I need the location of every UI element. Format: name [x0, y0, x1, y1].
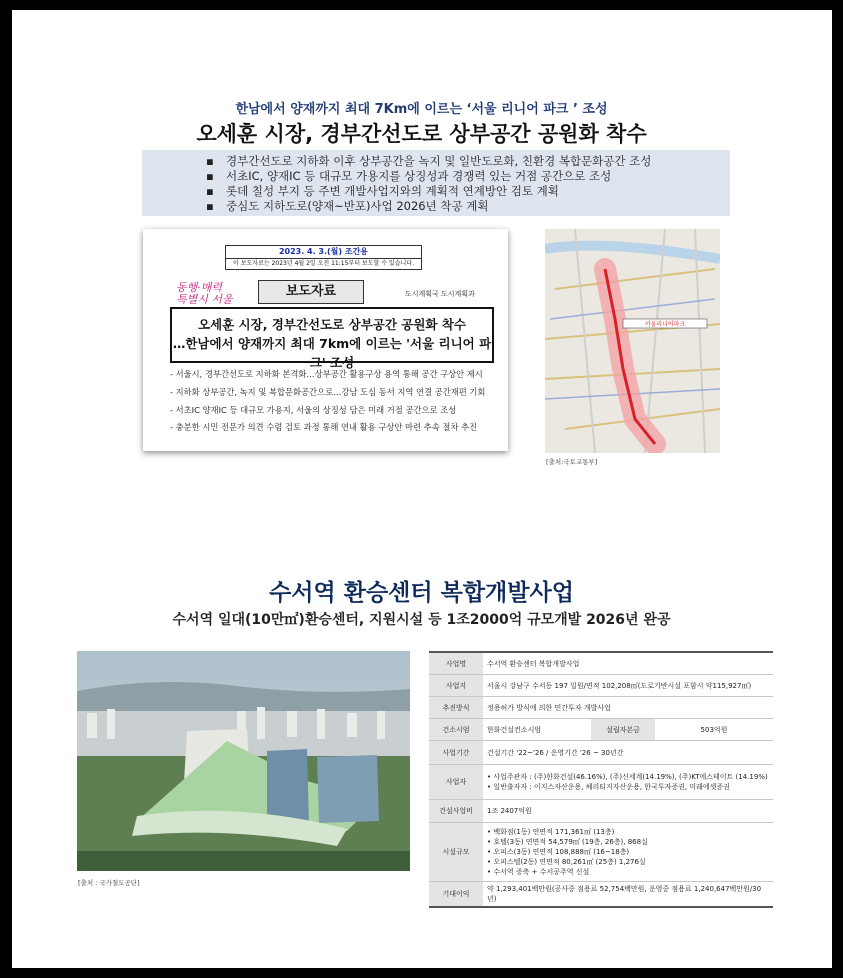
row-value: 1조 2407억원	[483, 800, 773, 823]
summary-bullet: ▪ 중심도 지하도로(양재~반포)사업 2026년 착공 계획	[226, 199, 730, 214]
table-row	[429, 741, 773, 765]
table-row	[429, 719, 773, 741]
row-value	[483, 823, 773, 882]
row-label: 건소시엄	[429, 719, 483, 741]
table-row	[429, 823, 773, 882]
photo-credit: [출처 : 국가철도공단]	[78, 879, 140, 887]
row-value: 한화건설컨소시엄	[483, 719, 591, 741]
press-bullets	[170, 366, 500, 437]
summary-bullet: ▪ 경부간선도로 지하화 이후 상부공간을 녹지 및 일반도로화, 친환경 복합문화공간 조성	[226, 154, 730, 169]
press-headline-box	[170, 307, 494, 370]
row-label: 사업지	[429, 675, 483, 697]
operator-line: • 일반출자자 : 이지스자산운용, 헤리티지자산운용, 한국투자증권, 미래에셋증권	[495, 782, 769, 792]
press-embargo: 이 보도자료는 2023년 4월 2일 오전 11:15부터 보도할 수 있습니다.	[225, 258, 422, 270]
capital-value: 503억원	[655, 719, 773, 741]
row-label: 사업명	[429, 652, 483, 675]
table-row	[429, 697, 773, 719]
press-headline2: …한남에서 양재까지 최대 7km에 이르는 '서울 리니어 파크' 조성	[172, 336, 492, 370]
row-value: 건설기간 '22~'26 / 운영기간 '26 ~ 30년간	[483, 741, 773, 765]
route-map-image	[545, 229, 720, 453]
scale-line: • 호텔(3동) 연면적 54,579㎡ (19층, 26층), 868실	[495, 837, 769, 847]
row-label: 추진방식	[429, 697, 483, 719]
seoul-logo	[168, 282, 248, 306]
summary-bullet: ▪ 롯데 칠성 부지 등 주변 개발사업지와의 계획적 연계방안 검토 계획	[226, 184, 730, 199]
press-bullet: - 지하화 상부공간, 녹지 및 복합문화공간으로…강남 도심 동서 지역 연결 공간재편 기회	[170, 386, 486, 397]
row-label: 건설사업비	[429, 800, 483, 823]
scale-line: • 오피스(3동) 연면적 108,888㎡ (16~18층)	[495, 847, 769, 857]
press-bullet: - 서울시, 경부간선도로 지하화 본격화…상부공간 활용구상 용역 통해 공간 구상안 제시	[170, 369, 483, 379]
table-row	[429, 765, 773, 800]
table-row	[429, 882, 773, 908]
logo-line2: 특별시 서울	[176, 293, 233, 306]
table-row	[429, 652, 773, 675]
map-box-label: 서울리니어파크	[644, 321, 686, 328]
press-date: 2023. 4. 3.(월) 조간용	[225, 245, 422, 259]
operator-line: • 사업주관자 : (주)한화건설(46.16%), (주)신세계(14.19%), (주)KT에스테이트 (14.19%)	[495, 772, 769, 782]
rendering-graphic	[77, 651, 410, 871]
press-headline1: 오세훈 시장, 경부간선도로 상부공간 공원화 착수	[197, 317, 466, 332]
press-bullet: - 서초IC 양재IC 등 대규모 가용지, 서울의 상징성 담은 미래 거점 공간으로 조성	[170, 404, 457, 415]
press-bullet: - 충분한 시민 전문가 의견 수렴 검토 과정 통해 연내 활용 구상안 마련 추속 절차 추진	[170, 422, 478, 433]
section1-title: 오세훈 시장, 경부간선도로 상부공간 공원화 착수	[196, 122, 647, 146]
project-info-table	[429, 651, 773, 908]
row-label: 사업자	[429, 765, 483, 800]
section2-title: 수서역 환승센터 복합개발사업	[269, 580, 574, 606]
row-value: 수서역 환승센터 복합개발사업	[483, 652, 773, 675]
row-value: 정용허가 방식에 의한 민간투자 개발사업	[483, 697, 773, 719]
press-label: 보도자료	[258, 280, 364, 304]
table-row	[429, 675, 773, 697]
logo-line1: 동행·매력	[176, 281, 223, 294]
row-label: 시설규모	[429, 823, 483, 882]
section1-subtitle: 한남에서 양재까지 최대 7Km에 이르는 ‘서울 리니어 파크 ’ 조성	[235, 102, 608, 117]
row-value: 약 1,293,401백만원(공사중 점용료 52,754백만원, 운영중 점용료 1,240,647백만원/30년)	[483, 882, 773, 908]
capital-label: 설립자본금	[591, 719, 655, 741]
row-label: 사업기간	[429, 741, 483, 765]
scale-line: • 수서역 증축 + 수서공주역 신설	[495, 867, 769, 877]
row-label: 기대이익	[429, 882, 483, 908]
press-dept: 도시계획국 도시계획과	[405, 290, 475, 298]
station-rendering-image	[77, 651, 410, 871]
row-value: 서울시 강남구 수서동 197 일원/면적 102,208㎡(도로기반시설 포함시 약115,927㎡)	[483, 675, 773, 697]
table-row	[429, 800, 773, 823]
summary-bullets	[142, 150, 730, 216]
summary-bullet: ▪ 서초IC, 양재IC 등 대규모 가용지를 상징성과 경쟁력 있는 거점 공간으로 조성	[226, 169, 730, 184]
row-value	[483, 765, 773, 800]
scale-line: • 백화점(1동) 연면적 171,361㎡ (13층)	[495, 827, 769, 837]
scale-line: • 오피스텔(2동) 연면적 80,261㎡ (25층) 1,276실	[495, 857, 769, 867]
map-credit: [출처:국토교통부]	[546, 458, 598, 466]
map-graphic	[545, 229, 720, 453]
section2-subtitle: 수서역 일대(10만㎡)환승센터, 지원시설 등 1조2000억 규모개발 2026년 완공	[172, 612, 671, 628]
